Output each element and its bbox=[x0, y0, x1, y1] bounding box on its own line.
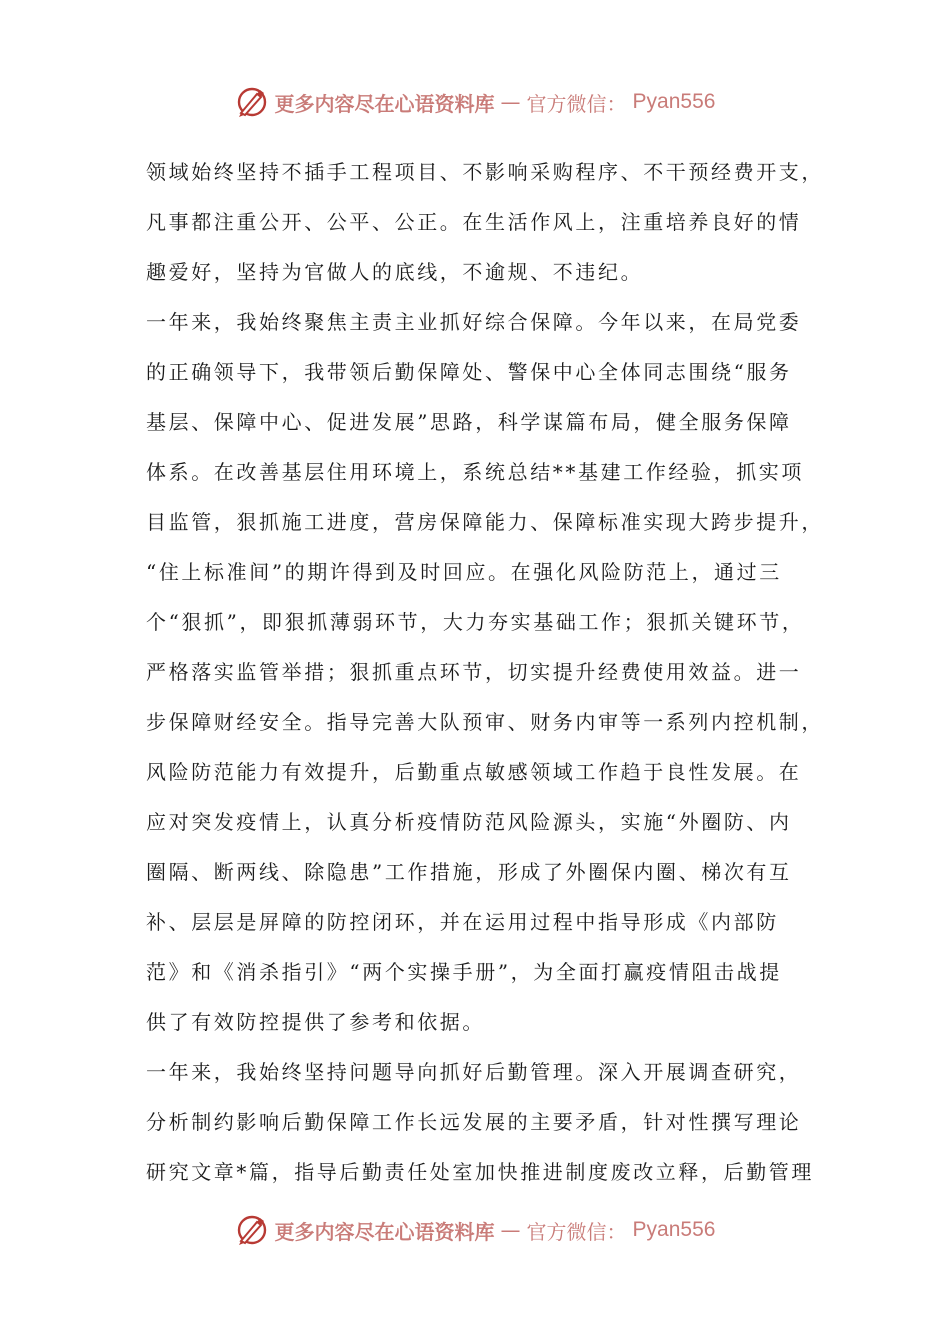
text-line: 个“狠抓”，即狠抓薄弱环节，大力夯实基础工作；狠抓关键环节， bbox=[146, 610, 805, 634]
text-line: 趣爱好，坚持为官做人的底线，不逾规、不违纪。 bbox=[146, 260, 644, 284]
text-line: 研究文章*篇，指导后勤责任处室加快推进制度废改立释，后勤管理 bbox=[146, 1160, 814, 1184]
text-line: 步保障财经安全。指导完善大队预审、财务内审等一系列内控机制， bbox=[146, 710, 824, 734]
header-separator: — bbox=[500, 90, 521, 114]
text-line: 应对突发疫情上，认真分析疫情防范风险源头，实施“外圈防、内 bbox=[146, 810, 792, 834]
pen-logo-icon bbox=[235, 1213, 269, 1247]
text-line: 凡事都注重公开、公平、公正。在生活作风上，注重培养良好的情 bbox=[146, 210, 802, 234]
footer-wechat-id: Pyan556 bbox=[632, 1218, 716, 1241]
text-line: 体系。在改善基层住用环境上，系统总结**基建工作经验，抓实项 bbox=[146, 460, 804, 484]
footer-banner bbox=[0, 1210, 950, 1250]
text-line: 一年来，我始终坚持问题导向抓好后勤管理。深入开展调查研究， bbox=[146, 1060, 802, 1084]
footer-separator: — bbox=[500, 1218, 521, 1242]
header-banner bbox=[0, 82, 950, 122]
text-line: 的正确领导下，我带领后勤保障处、警保中心全体同志围绕“服务 bbox=[146, 360, 792, 384]
text-line: 领域始终坚持不插手工程项目、不影响采购程序、不干预经费开支， bbox=[146, 160, 824, 184]
header-wechat-id: Pyan556 bbox=[632, 90, 716, 113]
document-body bbox=[146, 147, 826, 1197]
text-line: 范》和《消杀指引》“两个实操手册”，为全面打赢疫情阻击战提 bbox=[146, 960, 782, 984]
text-line: 风险防范能力有效提升，后勤重点敏感领域工作趋于良性发展。在 bbox=[146, 760, 802, 784]
footer-site-name: 更多内容尽在心语资料库 bbox=[274, 1219, 495, 1244]
text-line: “住上标准间”的期许得到及时回应。在强化风险防范上，通过三 bbox=[146, 560, 782, 584]
header-wechat-label: 官方微信： bbox=[526, 91, 627, 116]
header-site-name: 更多内容尽在心语资料库 bbox=[274, 91, 495, 116]
text-line: 补、层层是屏障的防控闭环，并在运用过程中指导形成《内部防 bbox=[146, 910, 779, 934]
text-line: 严格落实监管举措；狠抓重点环节，切实提升经费使用效益。进一 bbox=[146, 660, 802, 684]
text-line: 供了有效防控提供了参考和依据。 bbox=[146, 1010, 485, 1034]
text-line: 一年来，我始终聚焦主责主业抓好综合保障。今年以来，在局党委 bbox=[146, 310, 802, 334]
pen-logo-icon bbox=[235, 85, 269, 119]
text-line: 基层、保障中心、促进发展”思路，科学谋篇布局，健全服务保障 bbox=[146, 410, 792, 434]
text-line: 圈隔、断两线、除隐患”工作措施，形成了外圈保内圈、梯次有互 bbox=[146, 860, 792, 884]
footer-wechat-label: 官方微信： bbox=[526, 1219, 627, 1244]
text-line: 目监管，狠抓施工进度，营房保障能力、保障标准实现大跨步提升， bbox=[146, 510, 824, 534]
text-line: 分析制约影响后勤保障工作长远发展的主要矛盾，针对性撰写理论 bbox=[146, 1110, 802, 1134]
